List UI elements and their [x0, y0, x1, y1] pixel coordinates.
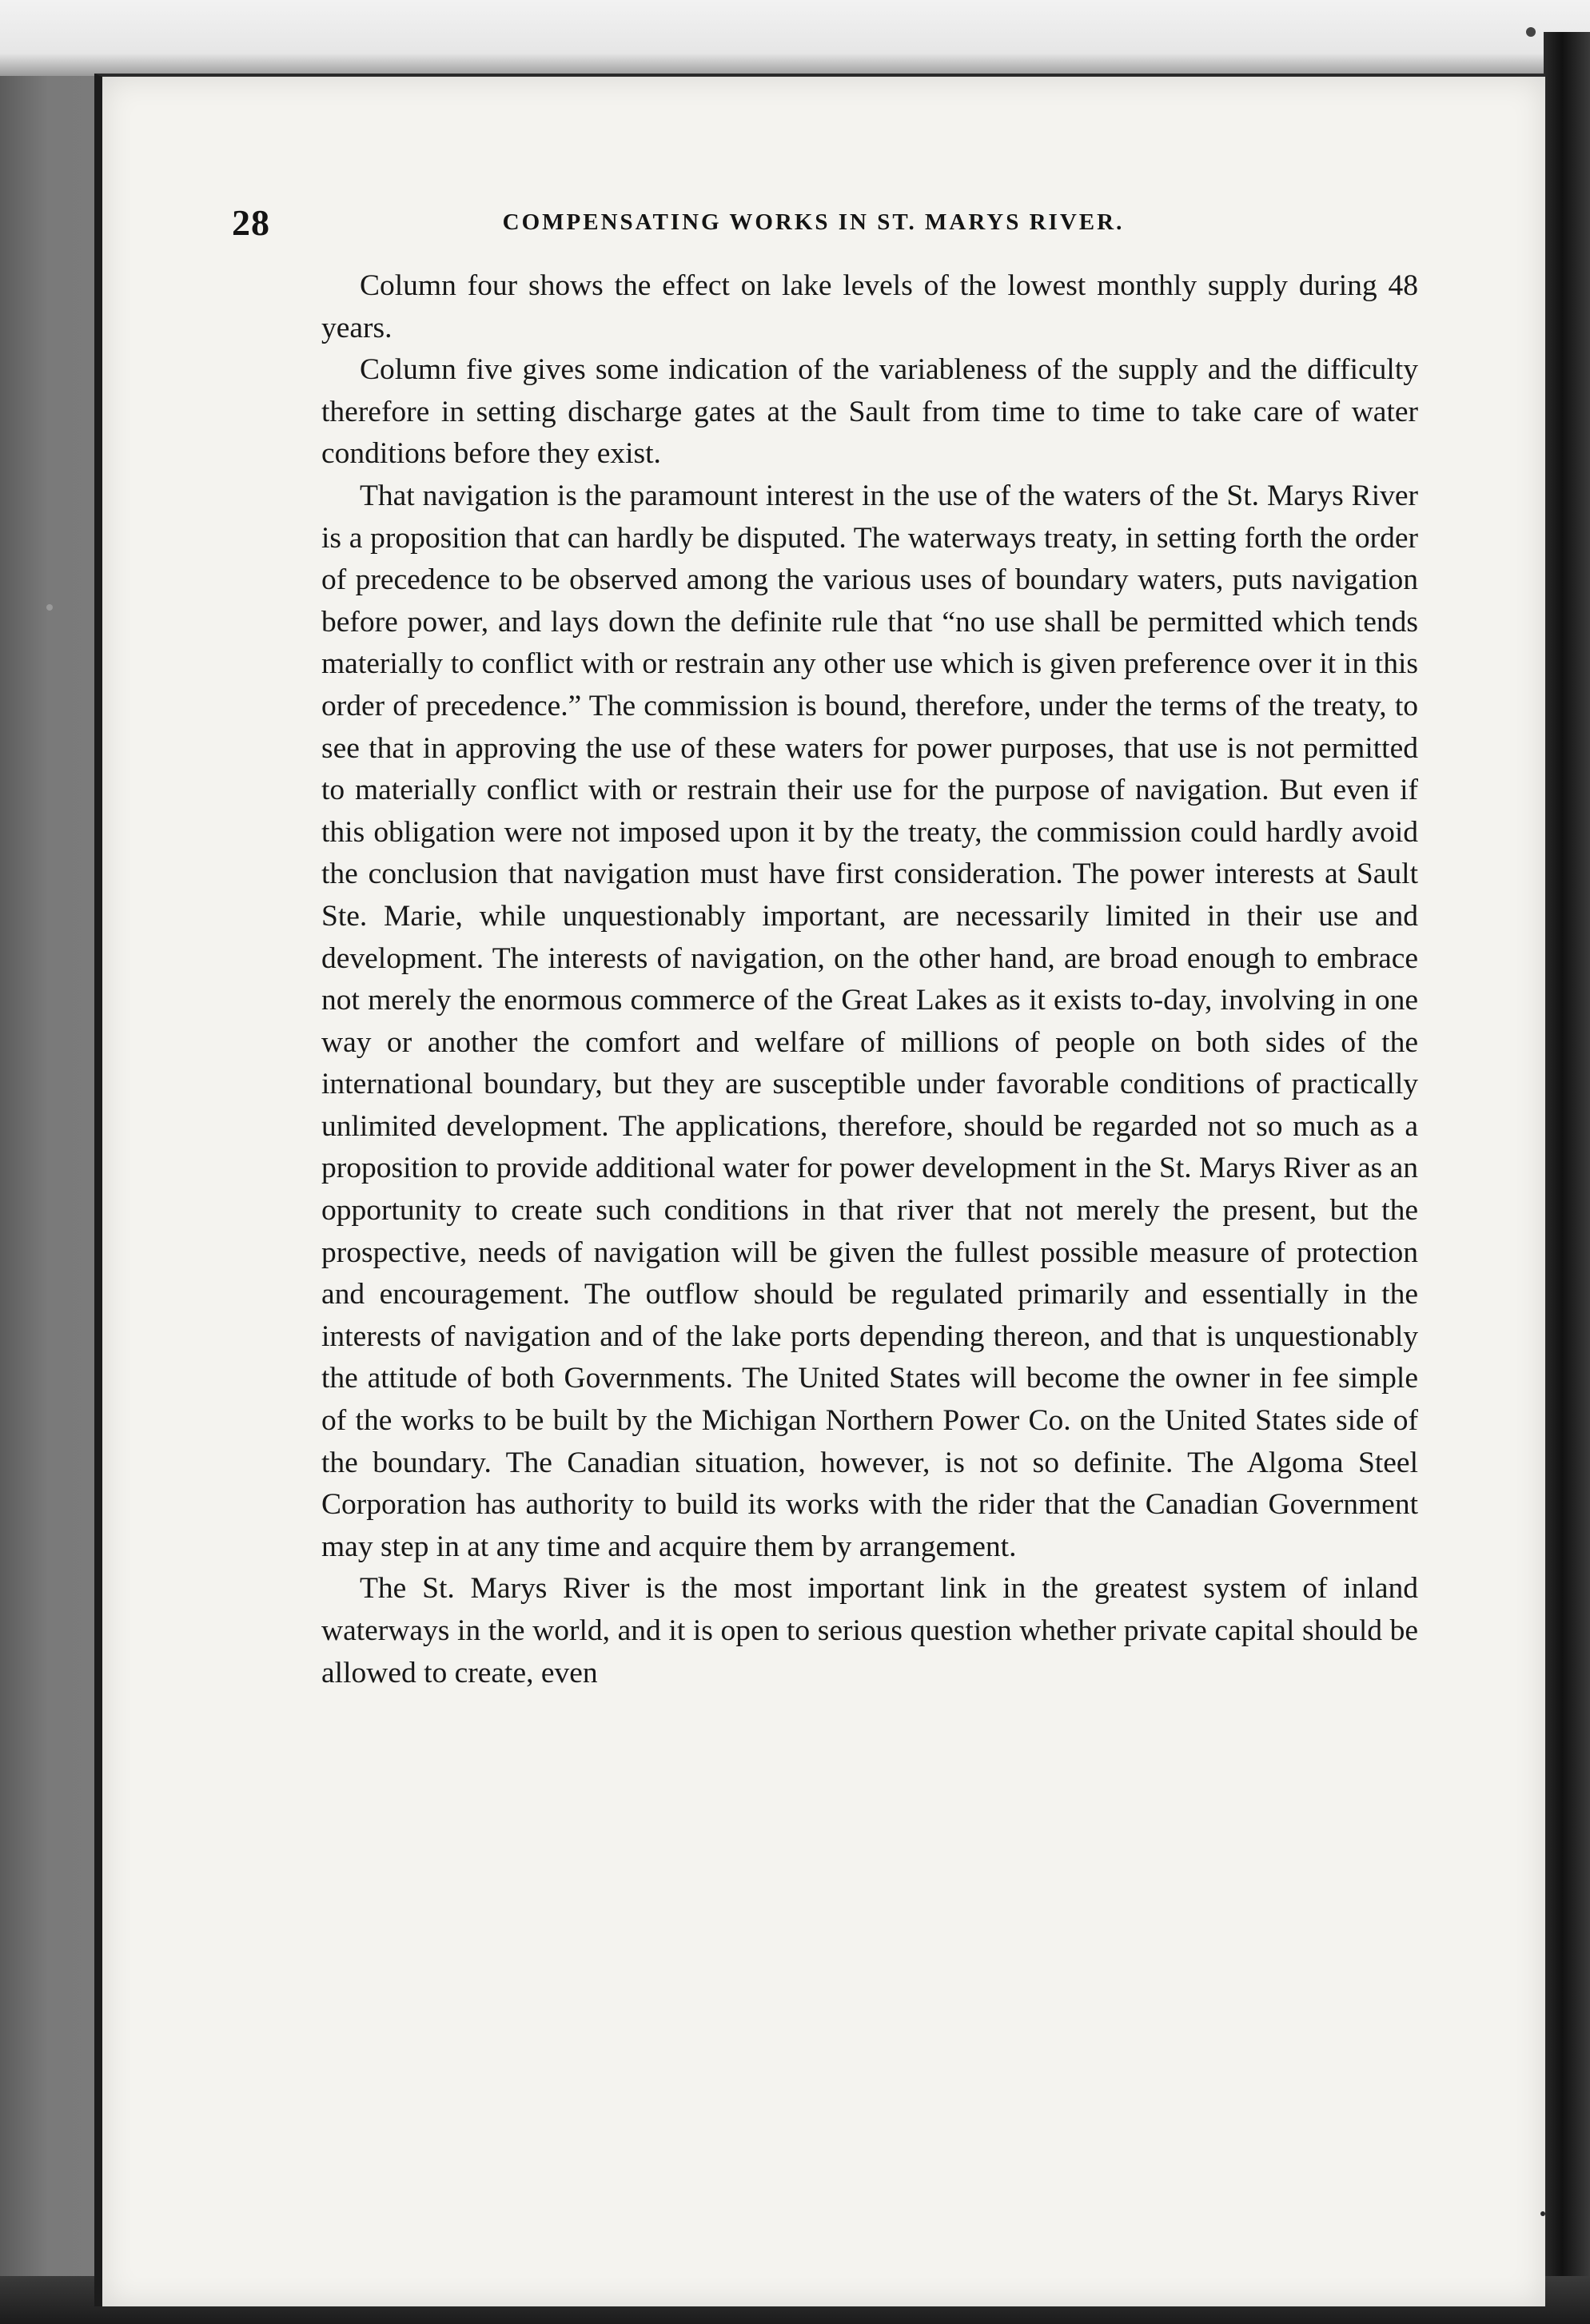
running-head [232, 202, 1395, 243]
book-spine-edge [1544, 32, 1590, 2324]
page-number: 28 [232, 202, 270, 243]
scan-top-margin [0, 0, 1590, 76]
paragraph-navigation-interest: That navigation is the paramount interest in the use of the waters of the St. Marys River is a proposition that can hardly be disputed. The waterways treaty, in setting forth the order of precedence to be observed among the various uses of boundary waters, puts navigation before power, and lays down the definite rule that “no use shall be permitted which tends materially to conflict with or restrain any other use which is given preference over it in this order of precedence.” The commission is bound, therefore, under the terms of the treaty, to see that in approving the use of these waters for power purposes, that use is not permitted to materially conflict with or restrain their use for the purpose of navigation. But even if this obligation were not imposed upon it by the treaty, the commission could hardly avoid the conclusion that navigation must have first consideration. The power interests at Sault Ste. Marie, while unquestionably important, are necessarily limited in their use and development. The interests of navigation, on the other hand, are broad enough to embrace not merely the enormous commerce of the Great Lakes as it exists to-day, involving in one way or another the comfort and welfare of millions of people on both sides of the international boundary, but they are susceptible under favorable conditions of practically unlimited development. The applications, therefore, should be regarded not so much as a proposition to provide additional water for power development in the St. Marys River as an opportunity to create such conditions in that river that not merely the present, but the prospective, needs of navigation will be given the fullest possible measure of protection and encouragement. The outflow should be regulated primarily and essentially in the interests of navigation and of the lake ports depending thereon, and that is unquestionably the attitude of both Governments. The United States will become the owner in fee simple of the works to be built by the Michigan Northern Power Co. on the United States side of the boundary. The Canadian situation, however, is not so definite. The Algoma Steel Corporation has authority to build its works with the rider that the Canadian Government may step in at any time and acquire them by arrangement. [321, 479, 1418, 1563]
body-text [321, 265, 1418, 1694]
paragraph-column-four: Column four shows the effect on lake levels of the lowest monthly supply during 48 years. [321, 269, 1418, 344]
paragraph-st-marys-link: The St. Marys River is the most important link in the greatest system of inland waterways in the world, and it is open to serious question whether private capital should be allowed to create, even [321, 1572, 1418, 1689]
paragraph-column-five: Column five gives some indication of the variableness of the supply and the difficulty therefore in setting discharge gates at the Sault from time to time to take care of water conditions before they exist. [321, 353, 1418, 471]
running-title: COMPENSATING WORKS IN ST. MARYS RIVER. [502, 209, 1125, 235]
